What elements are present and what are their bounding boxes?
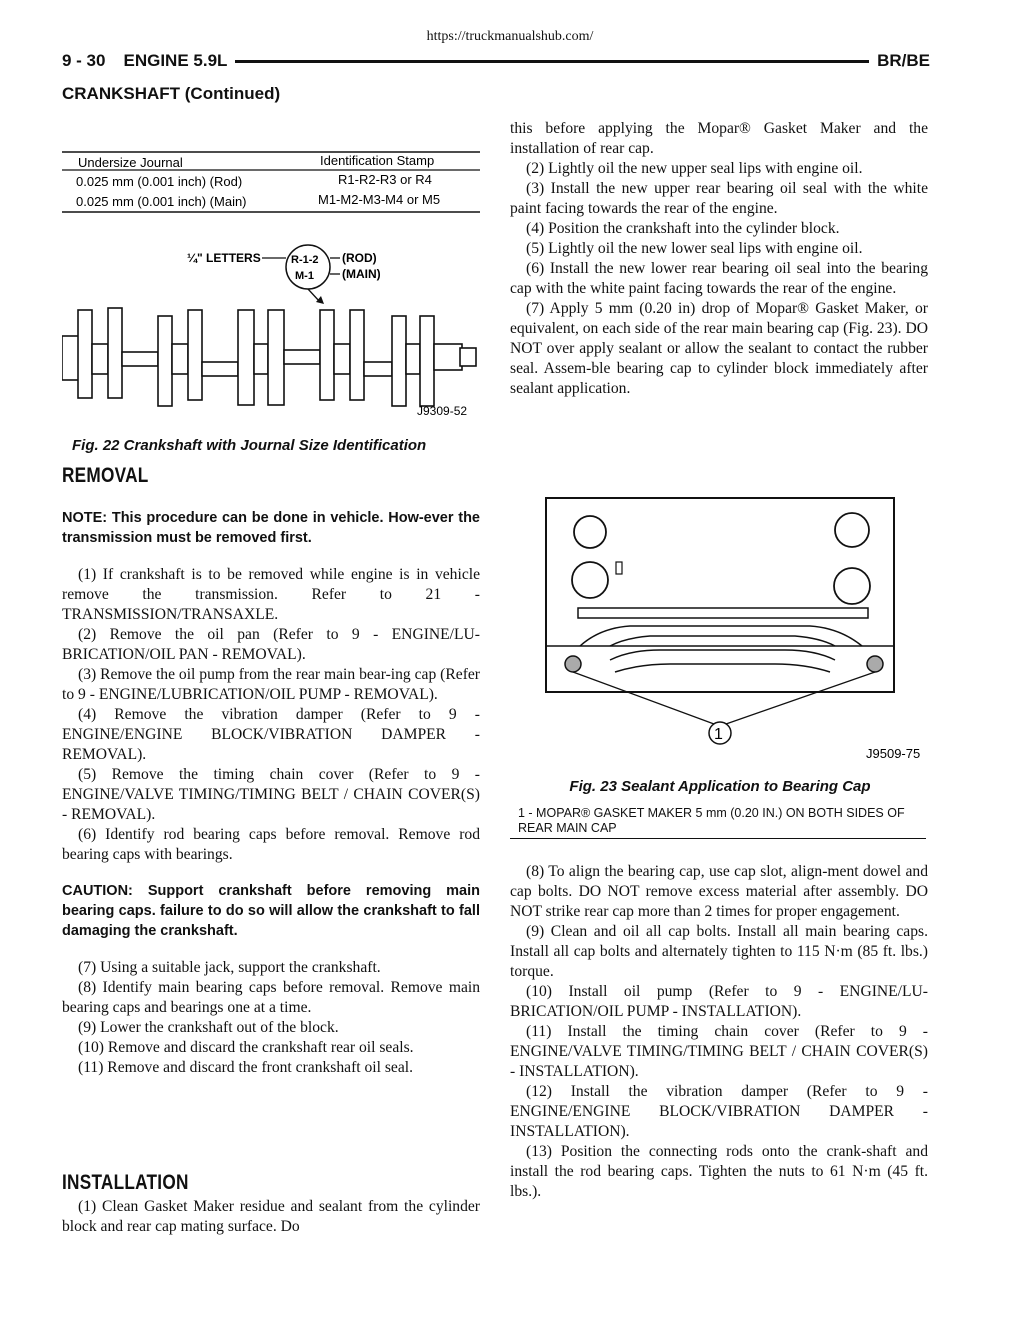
installation-step: (6) Install the new lower rear bearing oil seal into the bearing cap with the white paint facing towards the rear of the engine. xyxy=(510,260,928,297)
installation-body-end xyxy=(510,862,928,1202)
installation-step: (8) To align the bearing cap, use cap slot, align-ment dowel and cap bolts. DO NOT remove excess material after assembly. DO NOT strike rear cap more than 2 times for proper engagement. xyxy=(510,863,928,920)
header-rule xyxy=(235,60,869,63)
removal-step: (4) Remove the vibration damper (Refer to 9 - ENGINE/ENGINE BLOCK/VIBRATION DAMPER - REMOVAL). xyxy=(62,706,480,763)
installation-step: (5) Lightly oil the new lower seal lips with engine oil. xyxy=(526,240,863,257)
table-cell-main-size: 0.025 mm (0.001 inch) (Main) xyxy=(76,194,247,209)
section-title: CRANKSHAFT (Continued) xyxy=(62,84,281,103)
removal-step: (11) Remove and discard the front crankshaft oil seal. xyxy=(78,1059,414,1076)
installation-step: (3) Install the new upper rear bearing oil seal with the white paint facing towards the rear of the engine. xyxy=(510,180,928,217)
installation-step: (2) Lightly oil the new upper seal lips with engine oil. xyxy=(526,160,863,177)
model-code: BR/BE xyxy=(877,51,930,70)
installation-step: (9) Clean and oil all cap bolts. Install all main bearing caps. Install all cap bolts and alternately tighten to 115 N·m (85 ft. lbs.) torque. xyxy=(510,923,928,980)
table-cell-main-stamp: M1-M2-M3-M4 or M5 xyxy=(318,192,441,207)
figure-23-bearing-cap xyxy=(510,490,930,775)
figure-22-crankshaft xyxy=(62,140,482,435)
figure-22-caption: Fig. 22 Crankshaft with Journal Size Identification xyxy=(72,437,427,454)
removal-step: (10) Remove and discard the crankshaft rear oil seals. xyxy=(78,1039,414,1056)
callout-1: 1 xyxy=(714,726,723,743)
installation-step: (11) Install the timing chain cover (Refer to 9 - ENGINE/VALVE TIMING/TIMING BELT / CHAIN COVER(S) - INSTALLATION). xyxy=(510,1023,928,1080)
table-head-stamp: Identification Stamp xyxy=(320,153,435,168)
installation-step: (13) Position the connecting rods onto the crank-shaft and install the rod bearing caps. Tighten the nuts to 61 N·m (45 ft. lbs.). xyxy=(510,1143,928,1200)
removal-step: (5) Remove the timing chain cover (Refer to 9 - ENGINE/VALVE TIMING/TIMING BELT / CHAIN COVER(S) - REMOVAL). xyxy=(62,766,480,823)
figure-23-code: J9509-75 xyxy=(866,746,921,761)
installation-step: (1) Clean Gasket Maker residue and sealant from the cylinder block and rear cap mating surface. Do xyxy=(62,1198,480,1235)
installation-continued-text: this before applying the Mopar® Gasket Maker and the installation of rear cap. xyxy=(510,120,928,157)
removal-step: (7) Using a suitable jack, support the crankshaft. xyxy=(78,959,381,976)
table-cell-rod-stamp: R1-R2-R3 or R4 xyxy=(338,172,432,187)
rod-label: (ROD) xyxy=(342,251,377,265)
table-cell-rod-size: 0.025 mm (0.001 inch) (Rod) xyxy=(76,174,243,189)
removal-note: NOTE: This procedure can be done in vehicle. How-ever the transmission must be removed first. xyxy=(62,510,480,546)
removal-step: (9) Lower the crankshaft out of the block. xyxy=(78,1019,339,1036)
removal-step: (6) Identify rod bearing caps before removal. Remove rod bearing caps with bearings. xyxy=(62,826,480,863)
installation-step: (10) Install oil pump (Refer to 9 - ENGINE/LU-BRICATION/OIL PUMP - INSTALLATION). xyxy=(510,983,928,1020)
removal-caution: CAUTION: Support crankshaft before removing main bearing caps. failure to do so will allow the crankshaft to fall damaging the crankshaft. xyxy=(62,883,480,939)
figure-22-code: J9309-52 xyxy=(417,404,468,418)
figure-23-caption: Fig. 23 Sealant Application to Bearing Cap xyxy=(569,778,871,795)
installation-body-continued xyxy=(510,119,928,399)
removal-step: (1) If crankshaft is to be removed while engine is in vehicle remove the transmission. Refer to 21 - TRANSMISSION/TRANSAXLE. xyxy=(62,566,480,623)
table-head-undersize: Undersize Journal xyxy=(78,155,183,170)
stamp-rod-text: R-1-2 xyxy=(291,254,319,266)
installation-step: (7) Apply 5 mm (0.20 in) drop of Mopar® Gasket Maker, or equivalent, on each side of the rear main bearing cap (Fig. 23). DO NOT over apply sealant or allow the sealant to contact the rubber seal. Assem-ble bearing cap to cylinder block immediately after sealant application. xyxy=(510,300,928,397)
installation-step: (4) Position the crankshaft into the cylinder block. xyxy=(526,220,840,237)
crankshaft-drawing xyxy=(62,308,476,406)
page-number: 9 - 30 xyxy=(62,51,106,70)
legend-rule xyxy=(510,838,926,839)
letters-label: ¼" LETTERS xyxy=(187,251,261,265)
section-name: ENGINE 5.9L xyxy=(123,51,228,70)
source-url[interactable]: https://truckmanualshub.com/ xyxy=(426,29,594,44)
removal-step: (2) Remove the oil pan (Refer to 9 - ENGINE/LU-BRICATION/OIL PAN - REMOVAL). xyxy=(62,626,480,663)
removal-step: (8) Identify main bearing caps before removal. Remove main bearing caps and bearings one at a time. xyxy=(62,979,480,1016)
installation-body-start xyxy=(62,1197,480,1237)
removal-step: (3) Remove the oil pump from the rear main bear-ing cap (Refer to 9 - ENGINE/LUBRICATION/OIL PUMP - REMOVAL). xyxy=(62,666,480,703)
figure-23-legend: 1 - MOPAR® GASKET MAKER 5 mm (0.20 IN.) ON BOTH SIDES OF REAR MAIN CAP xyxy=(518,806,905,835)
installation-heading: INSTALLATION xyxy=(62,1171,189,1194)
stamp-main-text: M-1 xyxy=(295,270,314,282)
main-label: (MAIN) xyxy=(342,267,381,281)
removal-body xyxy=(62,508,480,1078)
installation-step: (12) Install the vibration damper (Refer to 9 - ENGINE/ENGINE BLOCK/VIBRATION DAMPER - INSTALLATION). xyxy=(510,1083,928,1140)
page-header xyxy=(62,50,930,72)
removal-heading: REMOVAL xyxy=(62,464,149,487)
